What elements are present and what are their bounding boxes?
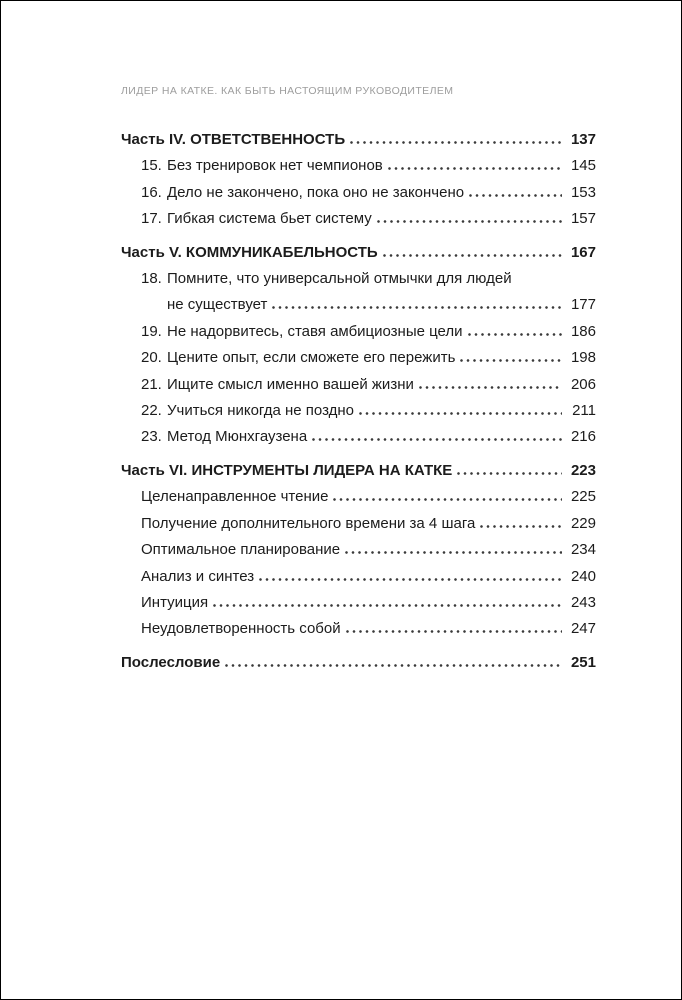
part-heading-title: Часть V. КОММУНИКАБЕЛЬНОСТЬ xyxy=(121,243,378,261)
dot-leader xyxy=(333,498,562,501)
entry-title: Учиться никогда не поздно xyxy=(167,402,355,420)
toc-entry-extra-time xyxy=(121,511,596,537)
part-heading-title: Часть IV. ОТВЕТСТВЕННОСТЬ xyxy=(121,131,346,148)
page-number: 167 xyxy=(570,243,596,261)
toc-entry-planning xyxy=(121,537,596,563)
toc-entry-dissatisfaction xyxy=(121,616,596,642)
dot-leader xyxy=(225,664,562,667)
toc-entry-17 xyxy=(121,206,596,232)
toc-entry-18-line-1 xyxy=(121,266,596,292)
toc-entry-analysis xyxy=(121,564,596,590)
afterword-title: Послесловие xyxy=(121,653,221,671)
dot-leader xyxy=(345,551,562,554)
entry-number: 23. xyxy=(141,428,162,446)
page-number: 186 xyxy=(570,322,596,340)
entry-number: 20. xyxy=(141,349,162,367)
page-number: 251 xyxy=(570,653,596,671)
dot-leader xyxy=(312,438,562,441)
toc-entry-20 xyxy=(121,345,596,371)
toc-entry-21 xyxy=(121,372,596,398)
running-header: ЛИДЕР НА КАТКЕ. КАК БЫТЬ НАСТОЯЩИМ РУКОВОДИТЕЛЕМ xyxy=(121,85,454,97)
dot-leader xyxy=(377,220,562,223)
toc-entry-15 xyxy=(121,153,596,179)
entry-number: 19. xyxy=(141,322,162,340)
entry-title: Дело не закончено, пока оно не закончено xyxy=(167,183,465,201)
entry-title: Не надорвитесь, ставя амбициозные цели xyxy=(167,322,463,340)
dot-leader xyxy=(383,254,562,257)
entry-number: 21. xyxy=(141,375,162,393)
entry-title: Ищите смысл именно вашей жизни xyxy=(167,375,414,393)
toc-part-heading-5 xyxy=(121,240,596,266)
page-number: 137 xyxy=(570,131,596,148)
entry-title: Без тренировок нет чемпионов xyxy=(167,157,383,175)
entry-title: Неудовлетворенность собой xyxy=(141,620,341,638)
table-of-contents xyxy=(121,127,596,676)
page-number: 243 xyxy=(570,593,596,611)
dot-leader xyxy=(469,194,562,197)
entry-number: 16. xyxy=(141,183,162,201)
page-number: 157 xyxy=(570,210,596,228)
page-number: 153 xyxy=(570,183,596,201)
page-number: 145 xyxy=(570,157,596,175)
dot-leader xyxy=(272,306,562,309)
dot-leader xyxy=(480,525,562,528)
dot-leader xyxy=(388,167,562,170)
page-number: 198 xyxy=(570,349,596,367)
dot-leader xyxy=(468,333,562,336)
page-number: 240 xyxy=(570,567,596,585)
toc-entry-23 xyxy=(121,424,596,450)
dot-leader xyxy=(346,630,562,633)
entry-title: Анализ и синтез xyxy=(141,567,255,585)
entry-title-continuation: не существует xyxy=(167,296,268,314)
toc-entry-intuition xyxy=(121,590,596,616)
toc-afterword xyxy=(121,650,596,676)
page-number: 234 xyxy=(570,541,596,559)
toc-entry-reading xyxy=(121,484,596,510)
dot-leader xyxy=(259,578,562,581)
dot-leader xyxy=(457,472,562,475)
toc-entry-22 xyxy=(121,398,596,424)
page-number: 216 xyxy=(570,428,596,446)
toc-part-heading-6 xyxy=(121,458,596,484)
page-number: 247 xyxy=(570,620,596,638)
dot-leader xyxy=(460,359,562,362)
part-heading-title: Часть VI. ИНСТРУМЕНТЫ ЛИДЕРА НА КАТКЕ xyxy=(121,461,453,479)
toc-entry-19 xyxy=(121,319,596,345)
page-number: 229 xyxy=(570,514,596,532)
entry-title: Интуиция xyxy=(141,593,209,611)
entry-number: 15. xyxy=(141,157,162,175)
dot-leader xyxy=(419,386,562,389)
entry-title: Целенаправленное чтение xyxy=(141,488,329,506)
dot-leader xyxy=(350,141,562,144)
entry-title: Цените опыт, если сможете его пережить xyxy=(167,349,456,367)
dot-leader xyxy=(359,412,562,415)
entry-number: 22. xyxy=(141,402,162,420)
toc-entry-16 xyxy=(121,180,596,206)
entry-title: Помните, что универсальной отмычки для людей xyxy=(167,270,512,288)
page-number: 177 xyxy=(570,296,596,314)
page-number: 206 xyxy=(570,375,596,393)
page-number: 225 xyxy=(570,488,596,506)
page-number: 211 xyxy=(572,402,596,420)
entry-number: 18. xyxy=(141,270,162,288)
toc-part-heading-4 xyxy=(121,127,596,153)
entry-title: Гибкая система бьет систему xyxy=(167,210,372,228)
page-number: 223 xyxy=(570,461,596,479)
entry-title: Получение дополнительного времени за 4 шага xyxy=(141,514,476,532)
dot-leader xyxy=(213,604,562,607)
entry-number: 17. xyxy=(141,210,162,228)
entry-title: Оптимальное планирование xyxy=(141,541,341,559)
entry-title: Метод Мюнхгаузена xyxy=(167,428,308,446)
toc-entry-18-line-2 xyxy=(121,292,596,318)
